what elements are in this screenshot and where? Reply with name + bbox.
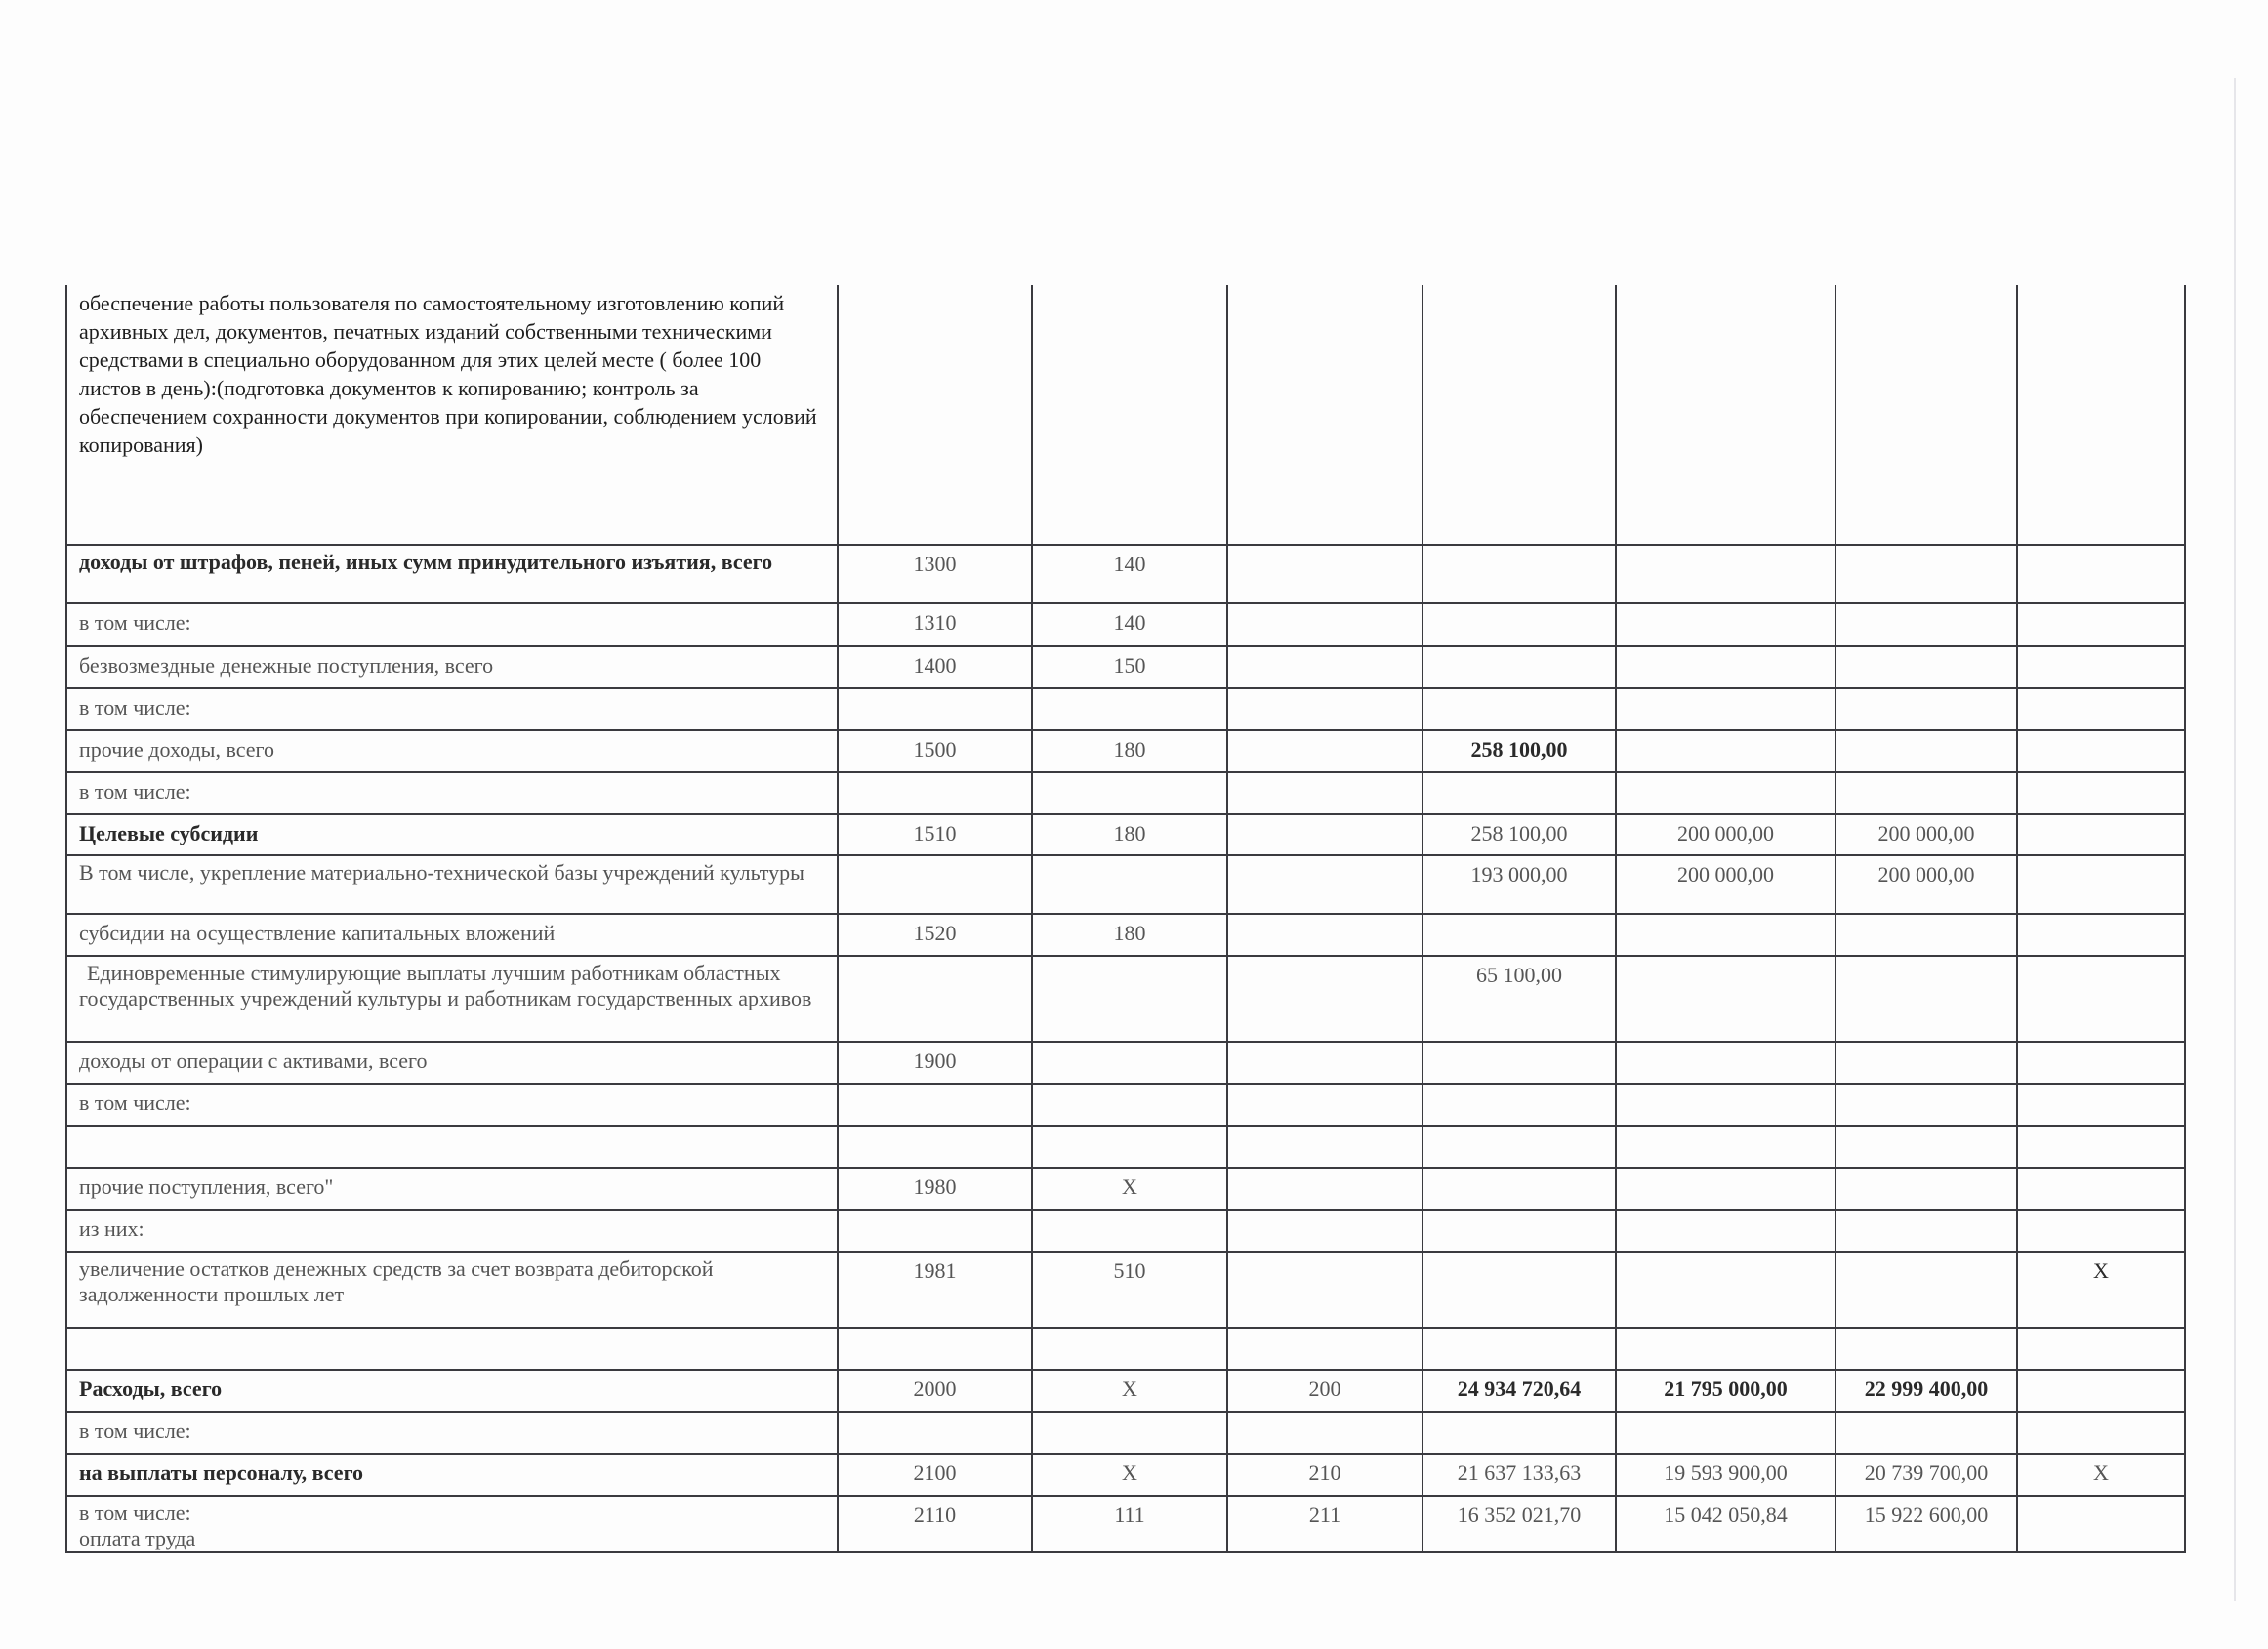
row-code — [838, 956, 1032, 1042]
table-row — [66, 1412, 2185, 1454]
row-kosgu — [1227, 1168, 1423, 1210]
row-kbk: 140 — [1032, 603, 1227, 646]
row-name: на выплаты персоналу, всего — [66, 1454, 838, 1496]
table-row — [66, 1084, 2185, 1126]
row-name: из них: — [66, 1210, 838, 1252]
row-year3 — [1835, 914, 2017, 956]
row-year1: 21 637 133,63 — [1423, 1454, 1616, 1496]
row-name: Расходы, всего — [66, 1370, 838, 1412]
table-row — [66, 1328, 2185, 1370]
row-year2 — [1616, 1252, 1835, 1328]
row-kbk: 180 — [1032, 730, 1227, 772]
row-year1 — [1423, 1328, 1616, 1370]
row-year1 — [1423, 646, 1616, 688]
table-row — [66, 914, 2185, 956]
row-year1 — [1423, 688, 1616, 730]
table-row — [66, 603, 2185, 646]
row-year2 — [1616, 772, 1835, 814]
row-kbk — [1032, 772, 1227, 814]
row-year2 — [1616, 1084, 1835, 1126]
row-year2 — [1616, 914, 1835, 956]
row-name: увеличение остатков денежных средств за счет возврата дебиторской задолженности прошлых лет — [66, 1252, 838, 1328]
row-year2 — [1616, 1168, 1835, 1210]
row-year3 — [1835, 1252, 2017, 1328]
row-year3 — [1835, 956, 2017, 1042]
row-year3 — [1835, 1168, 2017, 1210]
row-name: в том числе: — [66, 772, 838, 814]
table-row — [66, 772, 2185, 814]
row-kosgu — [1227, 285, 1423, 545]
row-kbk: X — [1032, 1168, 1227, 1210]
row-year2: 21 795 000,00 — [1616, 1370, 1835, 1412]
row-kosgu — [1227, 914, 1423, 956]
row-name: субсидии на осуществление капитальных вложений — [66, 914, 838, 956]
row-year1 — [1423, 1084, 1616, 1126]
row-year2 — [1616, 956, 1835, 1042]
row-kbk — [1032, 1084, 1227, 1126]
row-extra — [2017, 1126, 2185, 1168]
row-code: 1981 — [838, 1252, 1032, 1328]
row-kosgu — [1227, 1328, 1423, 1370]
row-kosgu — [1227, 855, 1423, 914]
row-year1 — [1423, 1412, 1616, 1454]
row-code: 1980 — [838, 1168, 1032, 1210]
table-row — [66, 545, 2185, 603]
row-year3 — [1835, 772, 2017, 814]
row-kosgu — [1227, 814, 1423, 855]
row-kosgu — [1227, 730, 1423, 772]
row-code: 1900 — [838, 1042, 1032, 1084]
row-kbk: X — [1032, 1454, 1227, 1496]
row-name: в том числе: — [66, 603, 838, 646]
row-year3: 15 922 600,00 — [1835, 1496, 2017, 1552]
table-row — [66, 956, 2185, 1042]
table-row — [66, 285, 2185, 545]
table-row — [66, 646, 2185, 688]
row-kbk: 180 — [1032, 814, 1227, 855]
row-code: 1300 — [838, 545, 1032, 603]
row-extra — [2017, 1042, 2185, 1084]
row-name-line1: в том числе: — [79, 1501, 191, 1525]
row-year2 — [1616, 545, 1835, 603]
table-row — [66, 1210, 2185, 1252]
table-row — [66, 730, 2185, 772]
row-code — [838, 1084, 1032, 1126]
row-extra — [2017, 545, 2185, 603]
row-kbk — [1032, 1328, 1227, 1370]
row-name: безвозмездные денежные поступления, всего — [66, 646, 838, 688]
row-code — [838, 688, 1032, 730]
row-year1: 193 000,00 — [1423, 855, 1616, 914]
row-extra — [2017, 1084, 2185, 1126]
row-year2 — [1616, 646, 1835, 688]
row-name: В том числе, укрепление материально-технической базы учреждений культуры — [66, 855, 838, 914]
row-year3 — [1835, 1210, 2017, 1252]
row-year1 — [1423, 545, 1616, 603]
row-year3 — [1835, 545, 2017, 603]
row-kbk — [1032, 1210, 1227, 1252]
row-code — [838, 1328, 1032, 1370]
row-code: 1310 — [838, 603, 1032, 646]
row-kosgu — [1227, 772, 1423, 814]
row-name: в том числе: — [66, 1084, 838, 1126]
row-kosgu — [1227, 545, 1423, 603]
row-kbk — [1032, 1412, 1227, 1454]
table-row — [66, 814, 2185, 855]
row-year2 — [1616, 603, 1835, 646]
table-row — [66, 1252, 2185, 1328]
row-kbk: 111 — [1032, 1496, 1227, 1552]
row-year2 — [1616, 1210, 1835, 1252]
row-kbk — [1032, 688, 1227, 730]
row-year1 — [1423, 1168, 1616, 1210]
row-year1 — [1423, 285, 1616, 545]
row-year3 — [1835, 1412, 2017, 1454]
table-row — [66, 1454, 2185, 1496]
row-year2: 200 000,00 — [1616, 855, 1835, 914]
row-year2 — [1616, 688, 1835, 730]
row-kosgu — [1227, 688, 1423, 730]
row-code: 1400 — [838, 646, 1032, 688]
row-year3 — [1835, 688, 2017, 730]
row-year1: 24 934 720,64 — [1423, 1370, 1616, 1412]
row-extra — [2017, 285, 2185, 545]
row-year3 — [1835, 285, 2017, 545]
row-name: Целевые субсидии — [66, 814, 838, 855]
table-row — [66, 1042, 2185, 1084]
row-year1 — [1423, 1252, 1616, 1328]
row-kbk — [1032, 1126, 1227, 1168]
row-year2 — [1616, 1042, 1835, 1084]
row-year1: 258 100,00 — [1423, 730, 1616, 772]
row-kosgu — [1227, 1126, 1423, 1168]
table-row — [66, 688, 2185, 730]
row-year3 — [1835, 646, 2017, 688]
row-kbk — [1032, 855, 1227, 914]
row-code — [838, 855, 1032, 914]
row-name — [66, 1496, 838, 1552]
row-name: в том числе: — [66, 688, 838, 730]
table-row — [66, 1168, 2185, 1210]
row-extra: X — [2017, 1252, 2185, 1328]
row-year2 — [1616, 1412, 1835, 1454]
row-kbk: 140 — [1032, 545, 1227, 603]
row-name: в том числе: — [66, 1412, 838, 1454]
row-year3: 20 739 700,00 — [1835, 1454, 2017, 1496]
row-kosgu: 210 — [1227, 1454, 1423, 1496]
row-code: 1520 — [838, 914, 1032, 956]
row-year2 — [1616, 1126, 1835, 1168]
row-code: 2100 — [838, 1454, 1032, 1496]
row-year3 — [1835, 1126, 2017, 1168]
row-name: прочие доходы, всего — [66, 730, 838, 772]
row-name: доходы от операции с активами, всего — [66, 1042, 838, 1084]
table-row — [66, 855, 2185, 914]
row-year1 — [1423, 1042, 1616, 1084]
financial-plan-table — [65, 285, 2186, 1553]
row-extra — [2017, 603, 2185, 646]
row-extra — [2017, 914, 2185, 956]
row-kosgu — [1227, 603, 1423, 646]
row-extra: X — [2017, 1454, 2185, 1496]
row-kosgu: 200 — [1227, 1370, 1423, 1412]
row-name — [66, 1328, 838, 1370]
row-extra — [2017, 1328, 2185, 1370]
row-name: Единовременные стимулирующие выплаты лучшим работникам областных государственных учреждений культуры и работникам государственных архивов — [66, 956, 838, 1042]
row-extra — [2017, 688, 2185, 730]
row-extra — [2017, 772, 2185, 814]
row-kbk — [1032, 956, 1227, 1042]
row-year1 — [1423, 603, 1616, 646]
row-name: прочие поступления, всего" — [66, 1168, 838, 1210]
table-row — [66, 1126, 2185, 1168]
row-kosgu — [1227, 1252, 1423, 1328]
row-kosgu — [1227, 1412, 1423, 1454]
row-year3 — [1835, 730, 2017, 772]
table-row — [66, 1496, 2185, 1552]
row-kbk — [1032, 1042, 1227, 1084]
row-year3 — [1835, 1042, 2017, 1084]
row-kbk: 180 — [1032, 914, 1227, 956]
row-code — [838, 285, 1032, 545]
row-name: обеспечение работы пользователя по самостоятельному изготовлению копий архивных дел, документов, печатных изданий собственными техническими средствами в специально оборудованном для этих целей месте ( более 100 листов в день):(подготовка документов к копированию; контроль за обеспечением сохранности документов при копировании, соблюдением условий копирования) — [66, 285, 838, 545]
row-extra — [2017, 1496, 2185, 1552]
row-extra — [2017, 1210, 2185, 1252]
row-kbk: X — [1032, 1370, 1227, 1412]
row-year2 — [1616, 1328, 1835, 1370]
row-year3 — [1835, 1084, 2017, 1126]
row-extra — [2017, 855, 2185, 914]
row-name: доходы от штрафов, пеней, иных сумм принудительного изъятия, всего — [66, 545, 838, 603]
row-kosgu — [1227, 646, 1423, 688]
row-extra — [2017, 1168, 2185, 1210]
row-extra — [2017, 1412, 2185, 1454]
row-kosgu — [1227, 956, 1423, 1042]
row-kosgu — [1227, 1042, 1423, 1084]
row-kosgu — [1227, 1210, 1423, 1252]
row-year2: 15 042 050,84 — [1616, 1496, 1835, 1552]
row-extra — [2017, 814, 2185, 855]
row-code — [838, 1412, 1032, 1454]
row-year2: 200 000,00 — [1616, 814, 1835, 855]
row-extra — [2017, 646, 2185, 688]
row-year2 — [1616, 285, 1835, 545]
row-kosgu — [1227, 1084, 1423, 1126]
row-year1 — [1423, 1126, 1616, 1168]
row-year1: 16 352 021,70 — [1423, 1496, 1616, 1552]
row-name — [66, 1126, 838, 1168]
row-code: 2110 — [838, 1496, 1032, 1552]
row-kbk: 510 — [1032, 1252, 1227, 1328]
row-code — [838, 772, 1032, 814]
row-year1 — [1423, 1210, 1616, 1252]
row-name-line2: оплата труда — [79, 1526, 196, 1550]
row-year1 — [1423, 772, 1616, 814]
row-code — [838, 1126, 1032, 1168]
row-year1 — [1423, 914, 1616, 956]
table-row — [66, 1370, 2185, 1412]
row-year3: 22 999 400,00 — [1835, 1370, 2017, 1412]
row-year2 — [1616, 730, 1835, 772]
row-year3: 200 000,00 — [1835, 814, 2017, 855]
row-kbk: 150 — [1032, 646, 1227, 688]
row-year3 — [1835, 1328, 2017, 1370]
page-edge-shadow — [2234, 78, 2236, 1601]
row-year2: 19 593 900,00 — [1616, 1454, 1835, 1496]
row-year3 — [1835, 603, 2017, 646]
row-year1: 65 100,00 — [1423, 956, 1616, 1042]
row-code — [838, 1210, 1032, 1252]
row-code: 2000 — [838, 1370, 1032, 1412]
row-code: 1510 — [838, 814, 1032, 855]
row-extra — [2017, 730, 2185, 772]
row-kosgu: 211 — [1227, 1496, 1423, 1552]
row-year3: 200 000,00 — [1835, 855, 2017, 914]
row-kbk — [1032, 285, 1227, 545]
row-extra — [2017, 1370, 2185, 1412]
row-extra — [2017, 956, 2185, 1042]
row-year1: 258 100,00 — [1423, 814, 1616, 855]
row-code: 1500 — [838, 730, 1032, 772]
